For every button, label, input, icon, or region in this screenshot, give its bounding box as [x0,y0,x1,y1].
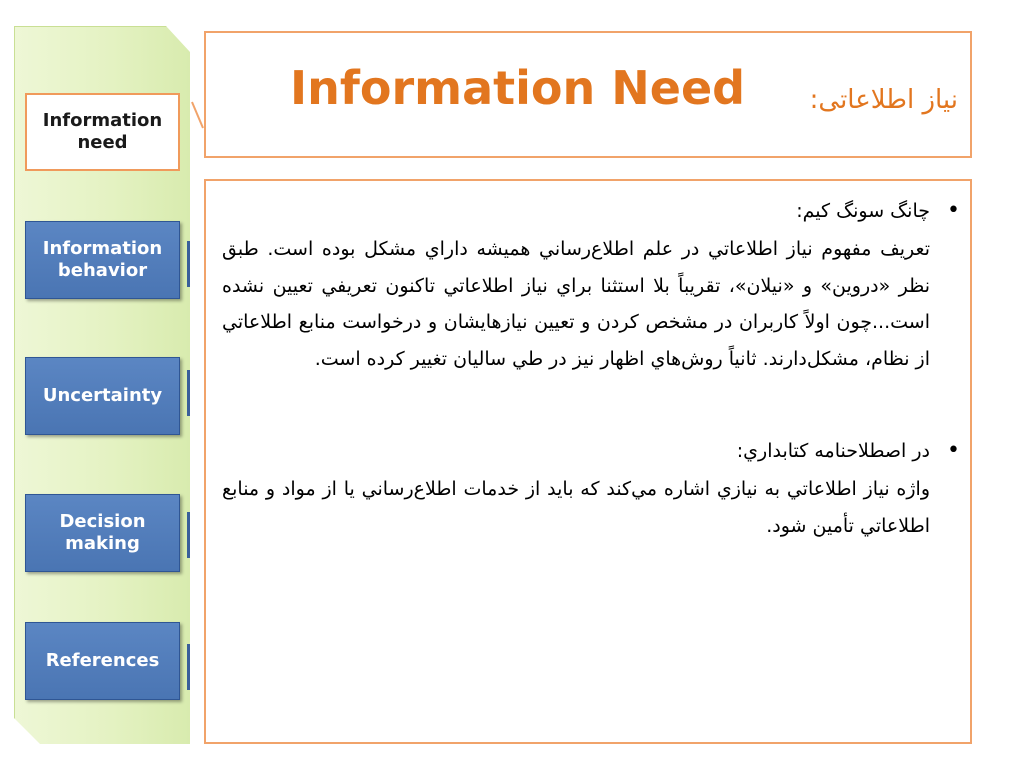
divider [187,644,190,690]
section-heading: در اصطلاحنامه کتابداري: [736,440,930,462]
page-title-persian: نياز اطلاعاتی: [809,85,958,115]
bullet-item [222,191,960,231]
title-box [204,31,972,158]
divider [187,512,190,558]
sidebar-item-label: Information need [42,109,163,153]
sidebar-item-information-need[interactable] [25,93,180,171]
content-body [222,191,960,544]
content-box [204,179,972,744]
section-paragraph: واژه نياز اطلاعاتي به نيازي اشاره مي‌کند که بايد از خدمات اطلاع‌رساني يا از مواد و منابع اطلاعاتي تأمين شود. [222,478,930,537]
bullet-icon: • [947,438,960,463]
bullet-icon: • [947,198,960,223]
divider [187,370,190,416]
page-title: Information Need [290,61,746,115]
bullet-item [222,431,960,471]
sidebar-item-references[interactable] [25,622,180,700]
sidebar-item-label: Uncertainty [42,384,163,406]
sidebar-item-label: Information behavior [42,237,163,281]
section-paragraph: تعريف مفهوم نياز اطلاعاتي در علم اطلاع‌رساني هميشه داراي مشکل بوده است. طبق نظر «دروين» و «نيلان»، تقريباً بلا استثنا براي نياز اطلاعاتي تاکنون تعريفي تعيين نشده است...چون اولاً کاربران در مشخص کردن و تعيين نيازهايشان و درخواست منابع اطلاعاتي از نظام، مشکل‌دارند. ثانياً روش‌هاي اظهار نيز در طي ساليان تغيير کرده است. [222,238,930,370]
sidebar-item-label: References [45,649,160,671]
sidebar-item-label: Decision making [59,510,146,554]
sidebar-item-information-behavior[interactable] [25,221,180,299]
sidebar-item-uncertainty[interactable] [25,357,180,435]
sidebar-item-decision-making[interactable] [25,494,180,572]
divider [187,241,190,287]
section-heading: چانگ سونگ کيم: [796,200,930,222]
